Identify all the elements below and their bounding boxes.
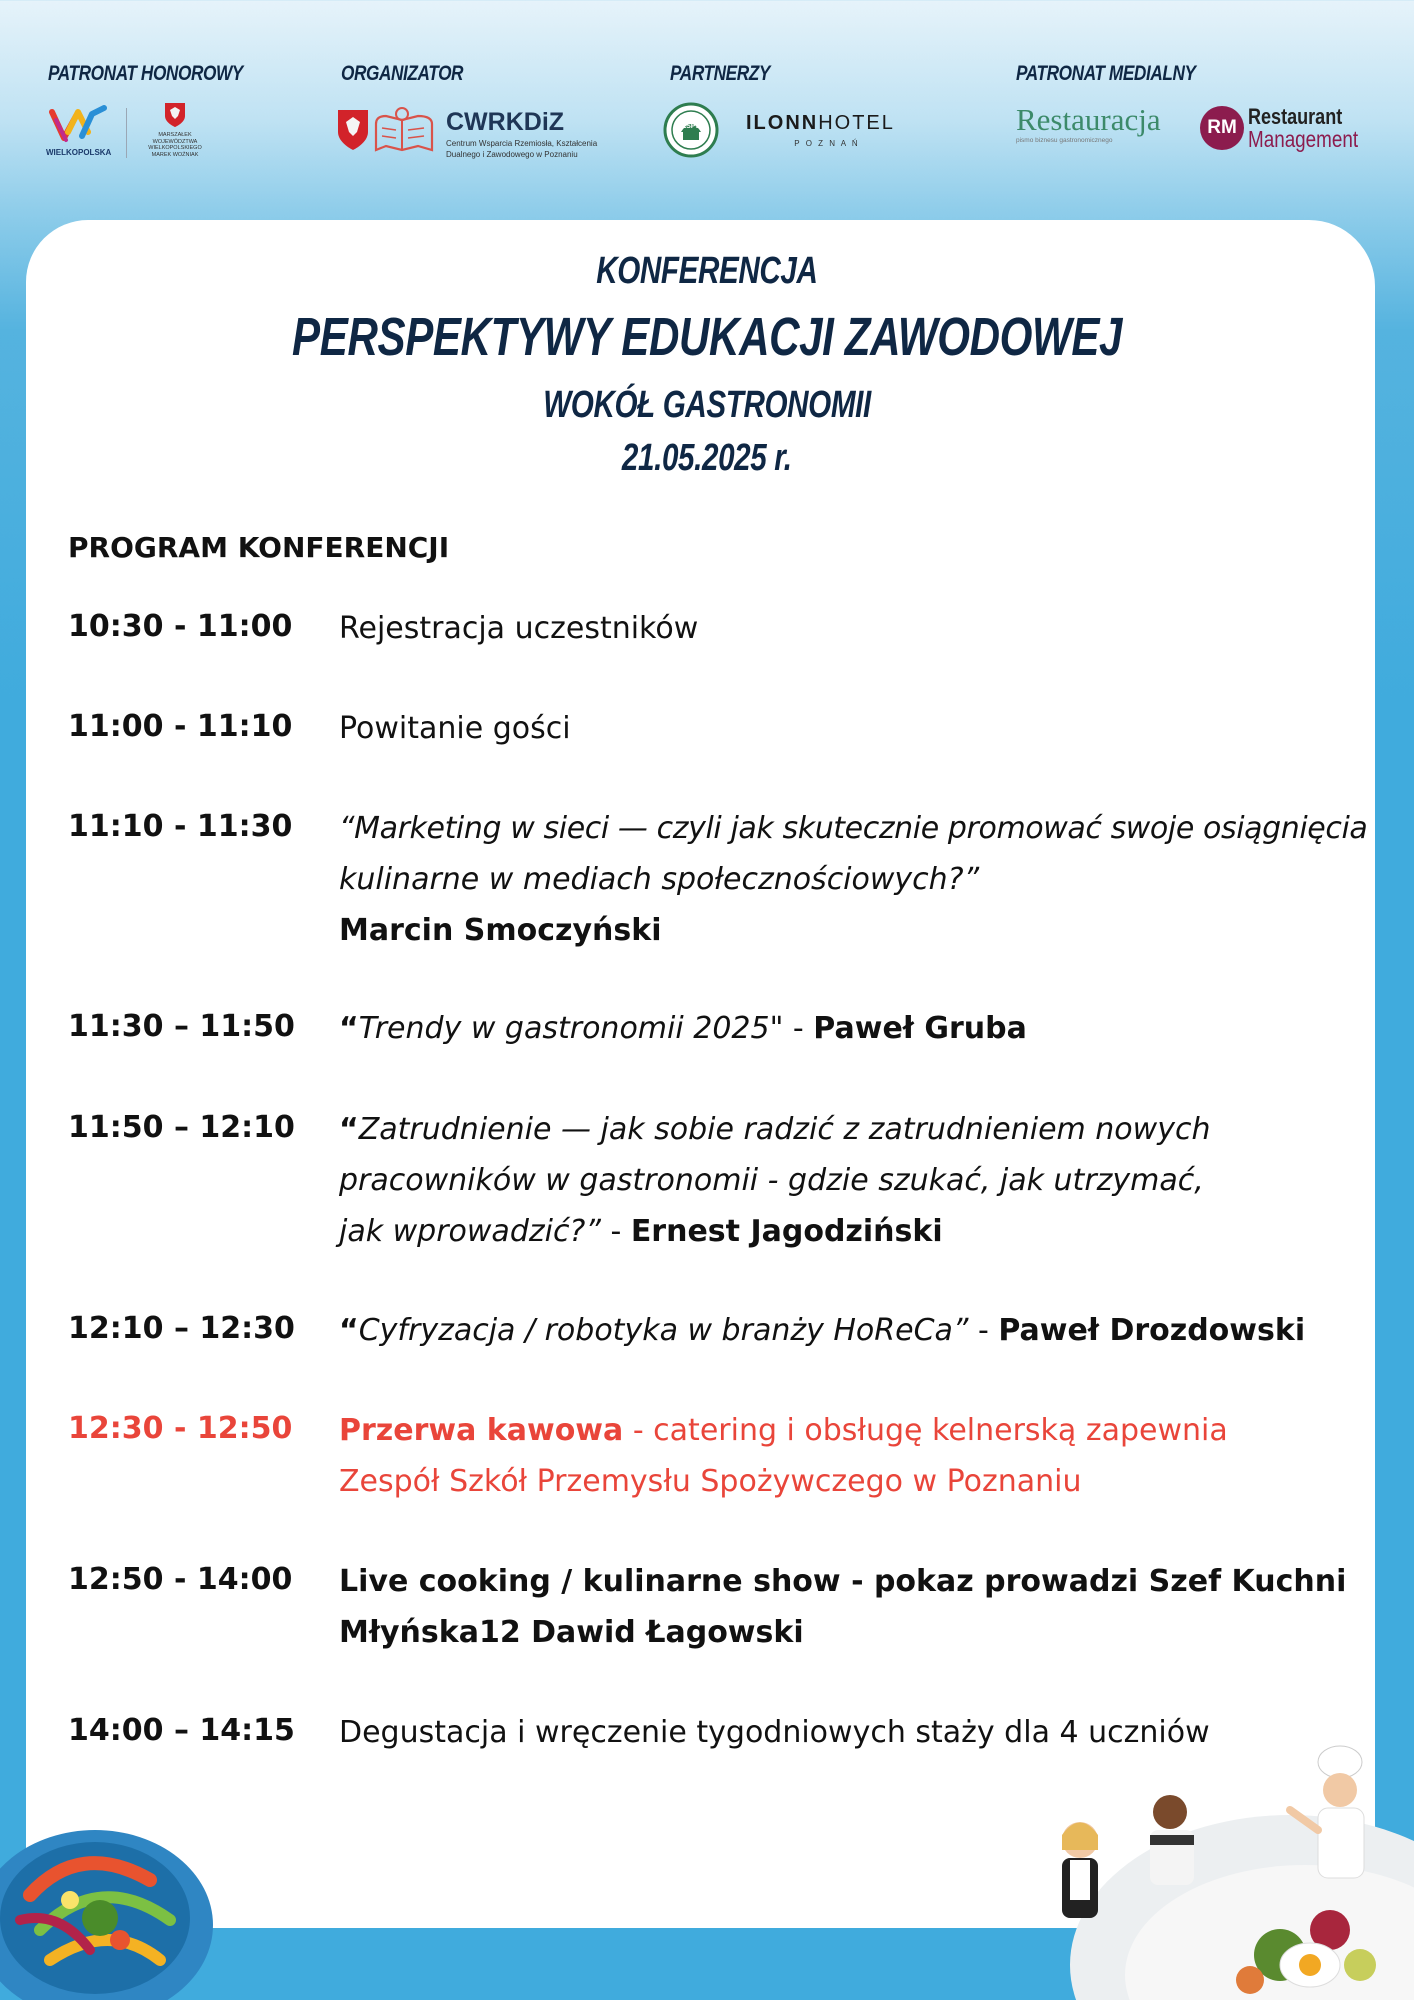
schedule-time: 14:00 – 14:15: [68, 1713, 295, 1748]
book-bulb-icon: [372, 106, 438, 156]
schedule-time: 11:10 - 11:30: [68, 809, 293, 844]
shield-eagle-icon: [336, 108, 370, 152]
conference-title: PERSPEKTYWY EDUKACJI ZAWODOWEJ: [291, 307, 1123, 367]
ilonn-hotel-logo: [746, 112, 916, 156]
speaker-name: Paweł Drozdowski: [998, 1313, 1306, 1348]
zsps-text: ZSPS: [681, 123, 701, 130]
schedule-item: Degustacja i wręczenie tygodniowych staży dla 4 uczniów: [339, 1715, 1210, 1750]
patronat-honorowy-label: PATRONAT HONOROWY: [48, 62, 243, 85]
wielkopolska-logo: [46, 102, 116, 162]
schedule-item-break: Przerwa kawowa - catering i obsługę kelnerską zapewnia Zespół Szkół Przemysłu Spożywczego w Poznaniu: [339, 1413, 1228, 1499]
program-title: PROGRAM KONFERENCJI: [68, 531, 450, 564]
logo-divider: [126, 108, 127, 158]
schedule-item: “Trendy w gastronomii 2025" - Paweł Gruba: [339, 1011, 1027, 1046]
schedule-time: 10:30 - 11:00: [68, 609, 293, 644]
schedule-time: 11:50 – 12:10: [68, 1110, 295, 1145]
hotel-name-light: HOTEL: [818, 112, 895, 134]
restauracja-logo: [1016, 104, 1176, 154]
cwrkdiz-title: CWRKDiZ: [446, 108, 565, 136]
conference-subtitle: WOKÓŁ GASTRONOMII: [543, 384, 871, 426]
speaker-name: Ernest Jagodziński: [630, 1214, 943, 1249]
hotel-city: P O Z N A Ń: [794, 139, 860, 148]
conference-date: 21.05.2025 r.: [622, 437, 792, 479]
rm-line-2: Management: [1248, 126, 1359, 152]
conference-label: KONFERENCJA: [596, 250, 818, 292]
shield-eagle-icon: [164, 102, 186, 128]
cwrkdiz-subtitle-1: Centrum Wsparcia Rzemiosła, Kształcenia: [446, 139, 598, 148]
schedule-item: “Cyfryzacja / robotyka w branży HoReCa” - Paweł Drozdowski: [339, 1313, 1306, 1348]
chefs-and-dish-image: [1040, 1740, 1414, 2000]
schedule-item: Live cooking / kulinarne show - pokaz prowadzi Szef Kuchni Młyńska12 Dawid Łagowski: [339, 1564, 1347, 1650]
partnerzy-label: PARTNERZY: [670, 62, 770, 85]
schedule-item: Powitanie gości: [339, 711, 571, 746]
rm-line-1: Restaurant: [1248, 104, 1343, 129]
restauracja-title: Restauracja: [1016, 102, 1161, 137]
schedule-time: 11:00 - 11:10: [68, 709, 293, 744]
schedule-item: “Marketing w sieci — czyli jak skutecznie promować swoje osiągnięcia kulinarne w mediach społecznościowych?” Marcin Smoczyński: [339, 803, 1359, 956]
schedule-time-break: 12:30 - 12:50: [68, 1411, 293, 1446]
marszalek-logo: [140, 102, 210, 164]
schedule-item: Rejestracja uczestników: [339, 611, 699, 646]
schedule-time: 11:30 – 11:50: [68, 1009, 295, 1044]
organizator-label: ORGANIZATOR: [341, 62, 464, 85]
cwrkdiz-subtitle-2: Dualnego i Zawodowego w Poznaniu: [446, 150, 578, 159]
restauracja-subtitle: pismo biznesu gastronomicznego: [1016, 137, 1113, 144]
zsps-seal-logo: [663, 102, 719, 158]
cwrkdiz-logo: [336, 106, 606, 162]
hotel-name-bold: ILONN: [746, 112, 819, 134]
speaker-name: Paweł Gruba: [813, 1011, 1027, 1046]
schedule-time: 12:10 – 12:30: [68, 1311, 295, 1346]
salad-plate-image: [0, 1800, 230, 2000]
schedule-time: 12:50 - 14:00: [68, 1562, 293, 1597]
patronat-medialny-label: PATRONAT MEDIALNY: [1016, 62, 1196, 85]
restaurant-management-logo: [1198, 102, 1358, 154]
speaker-name: Marcin Smoczyński: [339, 913, 662, 948]
rm-badge: RM: [1200, 106, 1244, 150]
schedule-item: “Zatrudnienie — jak sobie radzić z zatrudnieniem nowych pracowników w gastronomii - gdzie szukać, jak utrzymać, jak wprowadzić?” - Ernest Jagodziński: [339, 1112, 1211, 1249]
marszalek-logo-text: MARSZAŁEK WOJEWÓDZTWA WIELKOPOLSKIEGO MAREK WOŹNIAK: [148, 132, 202, 158]
wielkopolska-logo-text: WIELKOPOLSKA: [46, 148, 112, 157]
